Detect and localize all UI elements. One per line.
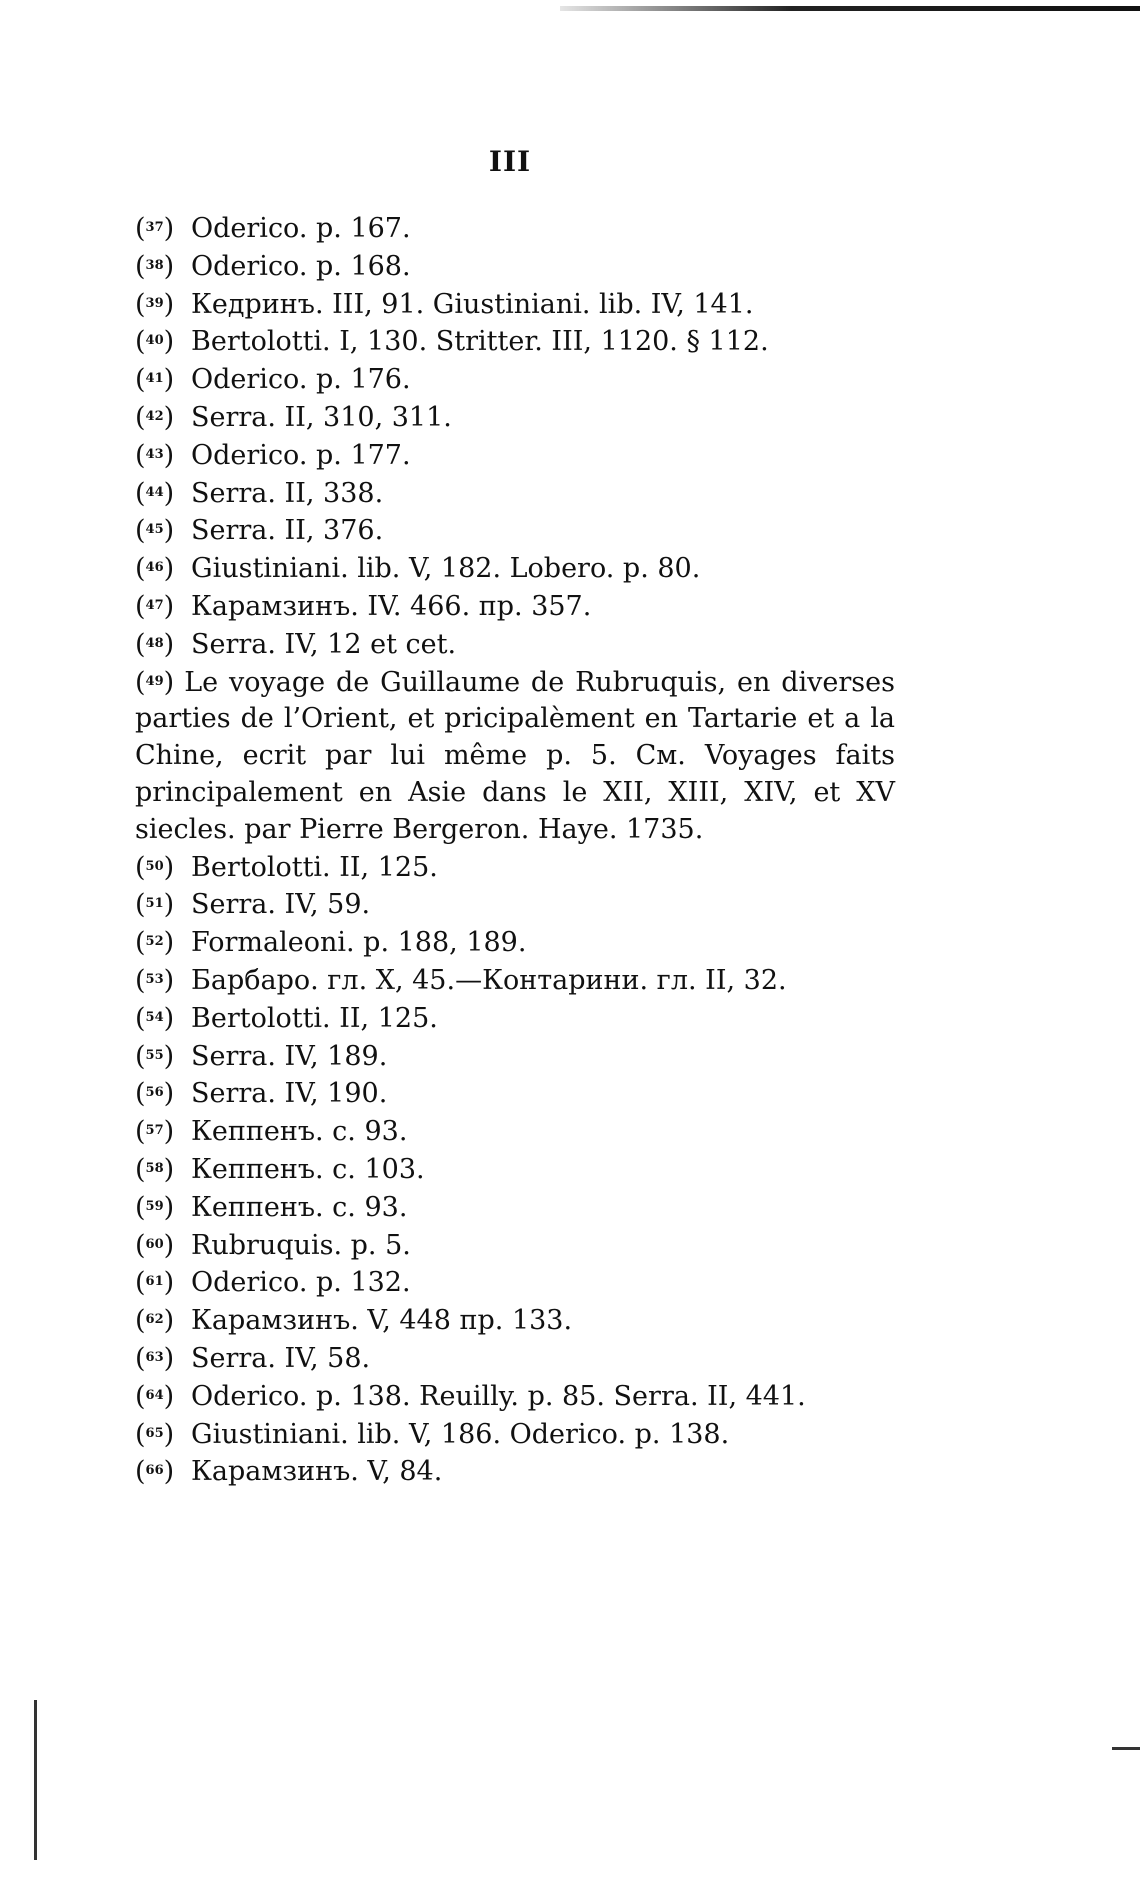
footnote <box>135 849 895 887</box>
footnote-number: ($^{50}$) <box>135 851 175 883</box>
footnote-text: Serra. IV, 189. <box>191 1040 388 1072</box>
footnote-number: ($^{45}$) <box>135 515 175 547</box>
footnote-text: Rubruquis. p. 5. <box>191 1229 411 1261</box>
footnote <box>135 1000 895 1038</box>
footnote-text: Oderico. p. 132. <box>191 1267 411 1299</box>
footnote-text: Serra. II, 376. <box>191 515 384 547</box>
footnote <box>135 399 895 437</box>
footnote-number: ($^{61}$) <box>135 1267 175 1299</box>
footnote <box>135 1340 895 1378</box>
footnote-number: ($^{42}$) <box>135 401 175 433</box>
footnote <box>135 1151 895 1189</box>
footnote <box>135 1075 895 1113</box>
footnote-number: ($^{37}$) <box>135 213 175 244</box>
footnote <box>135 1453 895 1491</box>
footnote-number: ($^{64}$) <box>135 1380 175 1412</box>
footnote <box>135 1302 895 1340</box>
footnote <box>135 588 895 626</box>
footnote <box>135 1038 895 1076</box>
footnote <box>135 323 895 361</box>
footnotes-list <box>135 210 895 1491</box>
footnote-text: Oderico. p. 138. Reuilly. p. 85. Serra. II, 441. <box>191 1380 806 1412</box>
footnote <box>135 886 895 924</box>
footnote-text: Serra. IV, 59. <box>191 889 371 921</box>
footnote-text: Oderico. p. 176. <box>191 364 411 396</box>
footnote-number: ($^{46}$) <box>135 553 175 585</box>
footnote-text: Oderico. p. 167. <box>191 213 411 244</box>
left-edge-mark <box>34 1700 37 1860</box>
footnote-number: ($^{62}$) <box>135 1305 175 1337</box>
footnote-long <box>135 664 895 849</box>
footnote-number: ($^{43}$) <box>135 439 175 471</box>
footnote-number: ($^{40}$) <box>135 326 175 358</box>
footnote-number: ($^{66}$) <box>135 1456 175 1488</box>
footnote-text: Bertolotti. I, 130. Stritter. III, 1120. § 112. <box>191 326 769 358</box>
footnote <box>135 1378 895 1416</box>
footnote <box>135 550 895 588</box>
footnote <box>135 210 895 248</box>
footnote-number: ($^{63}$) <box>135 1342 175 1374</box>
footnote-text: Карамзинъ. V, 84. <box>191 1456 443 1488</box>
footnote-text: Oderico. p. 177. <box>191 439 411 471</box>
footnote-text: Карамзинъ. V, 448 пр. 133. <box>191 1305 573 1337</box>
footnote-text: Oderico. p. 168. <box>191 250 411 282</box>
footnote-number: ($^{54}$) <box>135 1002 175 1034</box>
footnote-number: ($^{56}$) <box>135 1078 175 1110</box>
footnote-text: Барбаро. гл. X, 45.—Контарини. гл. II, 32. <box>191 964 787 996</box>
footnote-number: ($^{41}$) <box>135 364 175 396</box>
footnote-number: ($^{47}$) <box>135 590 175 622</box>
footnote-number: ($^{38}$) <box>135 250 175 282</box>
footnote-number: ($^{44}$) <box>135 477 175 509</box>
footnote-text: Le voyage de Guillaume de Rubruquis, en diverses parties de l’Orient, et pricipalèment en Tartarie et a la Chine, ecrit par lui même p. 5. См. Voyages faits principalement en Asie dans le XII, XIII, XIV, et XV siecles. par Pierre Bergeron. Haye. 1735. <box>135 666 895 845</box>
footnote <box>135 1189 895 1227</box>
footnote-text: Serra. IV, 190. <box>191 1078 388 1110</box>
footnote-number: ($^{39}$) <box>135 288 175 320</box>
footnote-text: Serra. II, 310, 311. <box>191 401 452 433</box>
footnote-text: Giustiniani. lib. V, 186. Oderico. p. 138. <box>191 1418 730 1450</box>
footnote-text: Serra. IV, 12 et cet. <box>191 628 457 660</box>
footnote <box>135 1264 895 1302</box>
right-dash-mark <box>1112 1747 1140 1750</box>
footnote <box>135 248 895 286</box>
footnote-number: ($^{57}$) <box>135 1116 175 1148</box>
footnote-text: Giustiniani. lib. V, 182. Lobero. p. 80. <box>191 553 701 585</box>
footnote <box>135 512 895 550</box>
footnote-number: ($^{55}$) <box>135 1040 175 1072</box>
footnote-number: ($^{60}$) <box>135 1229 175 1261</box>
footnote <box>135 475 895 513</box>
footnote <box>135 1113 895 1151</box>
footnote-text: Кедринъ. III, 91. Giustiniani. lib. IV, 141. <box>191 288 754 320</box>
footnote-text: Serra. IV, 58. <box>191 1342 371 1374</box>
footnote-number: ($^{59}$) <box>135 1191 175 1223</box>
footnote <box>135 924 895 962</box>
footnote <box>135 286 895 324</box>
footnote-text: Formaleoni. p. 188, 189. <box>191 927 527 959</box>
footnote <box>135 437 895 475</box>
notes-group-before <box>135 210 895 664</box>
footnote-number: ($^{48}$) <box>135 628 175 660</box>
footnote-number: ($^{65}$) <box>135 1418 175 1450</box>
footnote <box>135 962 895 1000</box>
page-number: III <box>488 145 532 178</box>
top-rule-mark <box>560 6 1140 11</box>
footnote-text: Кеппенъ. с. 93. <box>191 1191 408 1223</box>
notes-group-after <box>135 849 895 1492</box>
footnote <box>135 626 895 664</box>
footnote-text: Кеппенъ. с. 103. <box>191 1153 425 1185</box>
footnote-text: Bertolotti. II, 125. <box>191 1002 438 1034</box>
footnote-text: Карамзинъ. IV. 466. пр. 357. <box>191 590 592 622</box>
footnote-text: Кеппенъ. с. 93. <box>191 1116 408 1148</box>
footnote-number: ($^{52}$) <box>135 927 175 959</box>
footnote-number: ($^{49}$) <box>135 666 175 698</box>
footnote <box>135 1227 895 1265</box>
footnote-text: Bertolotti. II, 125. <box>191 851 438 883</box>
footnote-number: ($^{58}$) <box>135 1153 175 1185</box>
footnote-number: ($^{53}$) <box>135 964 175 996</box>
footnote-number: ($^{51}$) <box>135 889 175 921</box>
footnote-text: Serra. II, 338. <box>191 477 384 509</box>
footnote <box>135 1416 895 1454</box>
footnote <box>135 361 895 399</box>
